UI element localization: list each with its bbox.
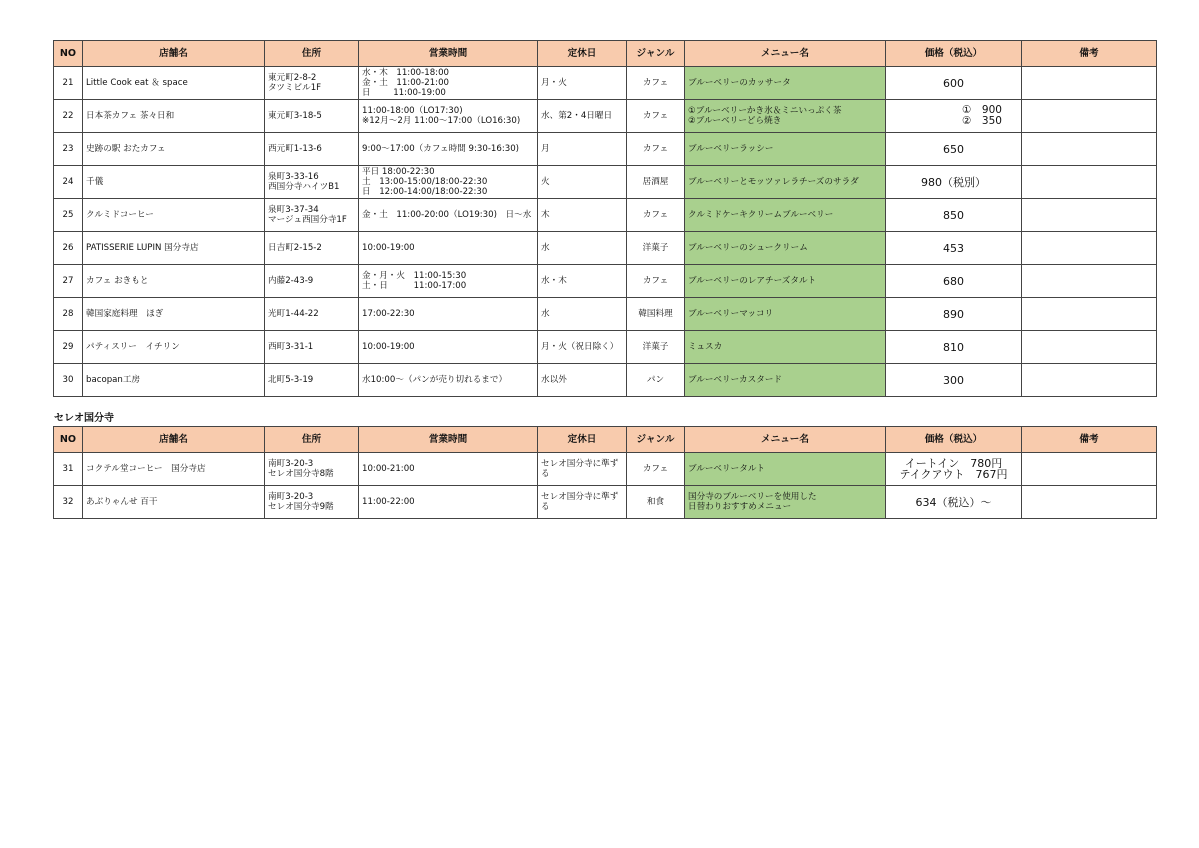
menu-line: ブルーベリーラッシー [688,144,774,154]
menu-line: ①ブルーベリーかき氷＆ミニいっぷく茶 [688,106,842,116]
cell-menu [685,166,886,199]
address-line: 東元町3-18-5 [268,111,322,121]
cell-genre: カフェ [627,453,685,486]
cell-hours [359,486,538,519]
address-line: 西国分寺ハイツB1 [268,182,340,192]
hours-line: 9:00～17:00（カフェ時間 9:30-16:30) [362,144,520,154]
cell-address [265,166,359,199]
cell-no: 31 [54,453,83,486]
cell-genre: パン [627,364,685,397]
cell-note [1022,486,1157,519]
cell-address [265,364,359,397]
header-no: NO [54,41,83,67]
address-line: 西町3-31-1 [268,342,314,352]
cell-genre: カフェ [627,133,685,166]
address-line: 北町5-3-19 [268,375,314,385]
price-line: 890 [943,307,964,321]
header-menu: メニュー名 [685,41,886,67]
cell-address [265,232,359,265]
cell-closed: 月・火（祝日除く） [538,331,627,364]
menu-line: ブルーベリーのレアチーズタルト [688,276,817,286]
menu-line: ブルーベリーのシュークリーム [688,243,808,253]
address-line: セレオ国分寺9階 [268,502,334,512]
cell-no: 29 [54,331,83,364]
cell-no: 25 [54,199,83,232]
hours-line: 平日 18:00-22:30 [362,167,435,177]
cell-menu [685,199,886,232]
cell-closed: セレオ国分寺に準ずる [538,453,627,486]
cell-address [265,67,359,100]
cell-note [1022,453,1157,486]
cell-genre: 韓国料理 [627,298,685,331]
table-row [54,331,1157,364]
address-line: 南町3-20-3 [268,492,314,502]
cell-store-name: 千儀 [83,166,265,199]
cell-menu [685,133,886,166]
cell-no: 24 [54,166,83,199]
cell-price [886,166,1022,199]
cell-price [886,265,1022,298]
cell-note [1022,166,1157,199]
price-line: 680 [943,274,964,288]
menu-line: ブルーベリーマッコリ [688,309,774,319]
price-line: ② 350 [962,115,1002,127]
header-hours: 営業時間 [359,41,538,67]
address-line: 西元町1-13-6 [268,144,322,154]
hours-line: 金・月・火 11:00-15:30 [362,271,467,281]
cell-no: 21 [54,67,83,100]
cell-hours [359,100,538,133]
cell-genre: カフェ [627,265,685,298]
header-hours: 営業時間 [359,427,538,453]
price-line: イートイン 780円 [904,457,1003,470]
cell-hours [359,199,538,232]
store-table-2 [53,426,1157,519]
cell-no: 22 [54,100,83,133]
cell-price [886,232,1022,265]
hours-line: 土 13:00-15:00/18:00-22:30 [362,177,488,187]
hours-line: 11:00-22:00 [362,497,415,507]
cell-genre: カフェ [627,199,685,232]
cell-store-name: 日本茶カフェ 茶々日和 [83,100,265,133]
cell-menu [685,232,886,265]
cell-hours [359,166,538,199]
price-line: テイクアウト 767円 [899,468,1008,481]
cell-address [265,298,359,331]
address-line: 日吉町2-15-2 [268,243,322,253]
address-line: 南町3-20-3 [268,459,314,469]
cell-hours [359,67,538,100]
cell-address [265,331,359,364]
cell-store-name: パティスリー イチリン [83,331,265,364]
cell-closed: セレオ国分寺に準ずる [538,486,627,519]
table-row [54,166,1157,199]
menu-line: 国分寺のブルーベリーを使用した [688,492,817,502]
price-line: ① 900 [962,104,1002,116]
price-line: 600 [943,76,964,90]
cell-closed: 水 [538,298,627,331]
cell-note [1022,331,1157,364]
hours-line: 11:00-18:00（LO17:30) [362,106,463,116]
header-store-name: 店舗名 [83,41,265,67]
address-line: セレオ国分寺8階 [268,469,334,479]
cell-price [886,67,1022,100]
hours-line: 10:00-19:00 [362,243,415,253]
cell-menu [685,298,886,331]
cell-hours [359,265,538,298]
cell-address [265,265,359,298]
cell-address [265,486,359,519]
header-note: 備考 [1022,41,1157,67]
cell-genre: カフェ [627,100,685,133]
header-address: 住所 [265,427,359,453]
table-row [54,133,1157,166]
hours-line: 日 11:00-19:00 [362,88,446,98]
address-line: 東元町2-8-2 [268,73,317,83]
header-price: 価格（税込） [886,427,1022,453]
cell-genre: 洋菓子 [627,232,685,265]
cell-store-name: あぶりゃんせ 百干 [83,486,265,519]
cell-menu [685,100,886,133]
menu-line: ミュスカ [688,342,723,352]
table-row [54,232,1157,265]
table-row [54,100,1157,133]
table-row [54,265,1157,298]
cell-price [886,486,1022,519]
hours-line: 日 12:00-14:00/18:00-22:30 [362,187,488,197]
menu-line: ブルーベリーのカッサータ [688,78,791,88]
hours-line: 水10:00～（パンが売り切れるまで） [362,375,508,385]
cell-price [886,100,1022,133]
cell-store-name: bacopan工房 [83,364,265,397]
cell-address [265,199,359,232]
cell-store-name: コクテル堂コーヒー 国分寺店 [83,453,265,486]
hours-line: 水・木 11:00-18:00 [362,68,450,78]
cell-price [886,298,1022,331]
cell-address [265,133,359,166]
header-no: NO [54,427,83,453]
header-row [54,427,1157,453]
store-table-1 [53,40,1157,397]
price-line: 453 [943,241,964,255]
header-closed: 定休日 [538,427,627,453]
menu-line: ②ブルーベリーどら焼き [688,116,782,126]
cell-note [1022,100,1157,133]
address-line: 光町1-44-22 [268,309,319,319]
hours-line: 17:00-22:30 [362,309,415,319]
cell-note [1022,265,1157,298]
cell-store-name: カフェ おきもと [83,265,265,298]
cell-hours [359,298,538,331]
cell-no: 23 [54,133,83,166]
cell-no: 26 [54,232,83,265]
cell-no: 30 [54,364,83,397]
header-price: 価格（税込） [886,41,1022,67]
header-row [54,41,1157,67]
cell-no: 28 [54,298,83,331]
table-row [54,453,1157,486]
cell-closed: 水・木 [538,265,627,298]
cell-hours [359,133,538,166]
cell-note [1022,133,1157,166]
cell-price [886,133,1022,166]
header-store-name: 店舗名 [83,427,265,453]
cell-menu [685,486,886,519]
cell-genre: 和食 [627,486,685,519]
hours-line: 金・土 11:00-20:00（LO19:30) 日～水 [362,210,532,220]
table-row [54,67,1157,100]
cell-address [265,453,359,486]
cell-note [1022,298,1157,331]
cell-store-name: クルミドコーヒー [83,199,265,232]
cell-note [1022,67,1157,100]
cell-menu [685,331,886,364]
cell-price [886,364,1022,397]
table-row [54,364,1157,397]
cell-hours [359,453,538,486]
cell-price [886,199,1022,232]
cell-closed: 水 [538,232,627,265]
table-row [54,298,1157,331]
cell-price [886,331,1022,364]
cell-genre: 居酒屋 [627,166,685,199]
cell-closed: 水、第2・4日曜日 [538,100,627,133]
address-line: 泉町3-33-16 [268,172,319,182]
cell-genre: カフェ [627,67,685,100]
cell-closed: 月 [538,133,627,166]
cell-note [1022,364,1157,397]
header-genre: ジャンル [627,41,685,67]
header-genre: ジャンル [627,427,685,453]
cell-no: 27 [54,265,83,298]
menu-line: ブルーベリーとモッツァレラチーズのサラダ [688,177,859,187]
cell-closed: 火 [538,166,627,199]
cell-store-name: 史跡の駅 おたカフェ [83,133,265,166]
cell-no: 32 [54,486,83,519]
price-line: 810 [943,340,964,354]
table-row [54,486,1157,519]
cell-closed: 月・火 [538,67,627,100]
price-line: 980（税別） [921,175,986,189]
header-note: 備考 [1022,427,1157,453]
table-row [54,199,1157,232]
section-title: セレオ国分寺 [54,413,114,424]
address-line: タツミビル1F [268,83,322,93]
hours-line: 10:00-19:00 [362,342,415,352]
cell-genre: 洋菓子 [627,331,685,364]
menu-line: クルミドケーキクリームブルーベリー [688,210,834,220]
header-menu: メニュー名 [685,427,886,453]
hours-line: ※12月～2月 11:00～17:00（LO16:30) [362,116,521,126]
price-line: 650 [943,142,964,156]
cell-hours [359,232,538,265]
address-line: 内藤2-43-9 [268,276,314,286]
cell-menu [685,67,886,100]
cell-menu [685,453,886,486]
cell-store-name: Little Cook eat ＆ space [83,67,265,100]
cell-closed: 木 [538,199,627,232]
cell-menu [685,265,886,298]
header-address: 住所 [265,41,359,67]
menu-line: ブルーベリータルト [688,464,766,474]
hours-line: 土・日 11:00-17:00 [362,281,467,291]
menu-line: 日替わりおすすめメニュー [688,502,792,512]
menu-line: ブルーベリーカスタード [688,375,783,385]
hours-line: 金・土 11:00-21:00 [362,78,450,88]
cell-menu [685,364,886,397]
price-line: 634（税込）～ [915,495,992,509]
cell-address [265,100,359,133]
cell-price [886,453,1022,486]
hours-line: 10:00-21:00 [362,464,415,474]
address-line: マージュ西国分寺1F [268,215,347,225]
address-line: 泉町3-37-34 [268,205,319,215]
cell-store-name: 韓国家庭料理 ほぎ [83,298,265,331]
cell-store-name: PATISSERIE LUPIN 国分寺店 [83,232,265,265]
cell-closed: 水以外 [538,364,627,397]
price-line: 300 [943,373,964,387]
cell-note [1022,199,1157,232]
header-closed: 定休日 [538,41,627,67]
cell-hours [359,364,538,397]
cell-hours [359,331,538,364]
cell-note [1022,232,1157,265]
price-line: 850 [943,208,964,222]
